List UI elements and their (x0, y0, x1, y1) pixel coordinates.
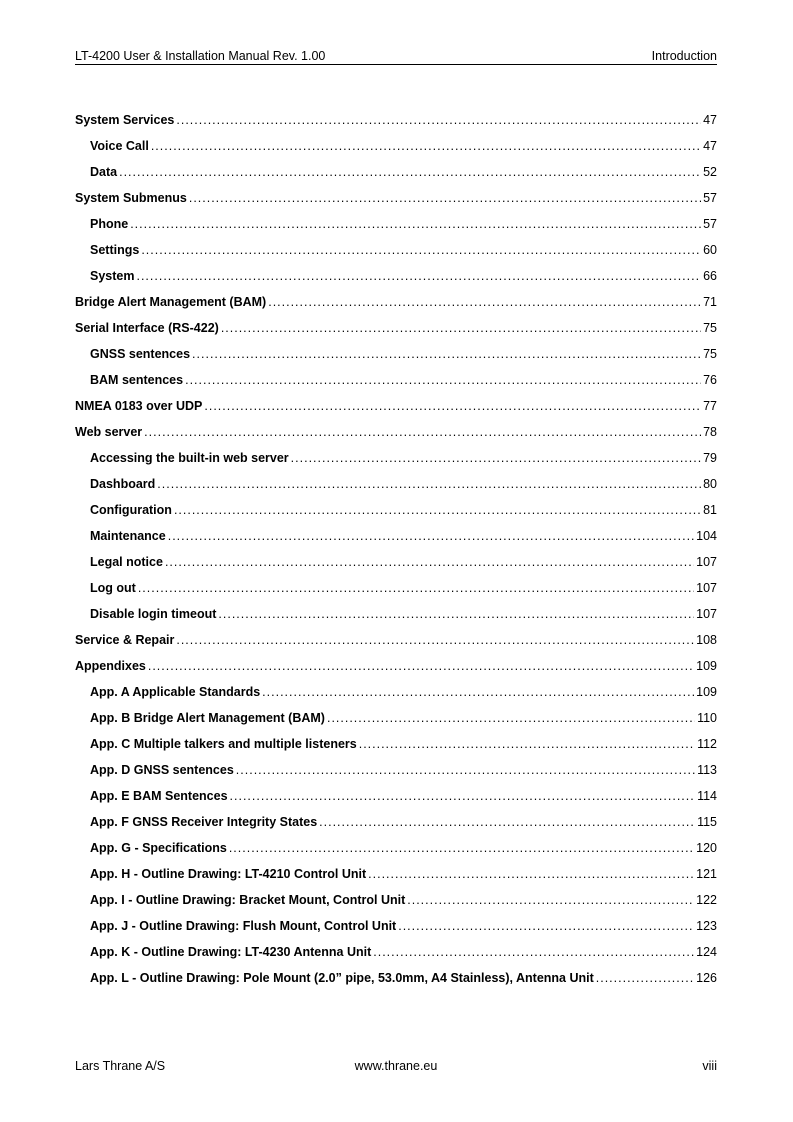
toc-entry-title: Dashboard (90, 477, 156, 491)
toc-entry-page-number: 122 (696, 893, 717, 907)
dot-leader (229, 841, 694, 855)
toc-entry-page-number: 79 (703, 451, 717, 465)
dot-leader (168, 529, 694, 543)
dot-leader (189, 191, 701, 205)
dot-leader (174, 503, 701, 517)
dot-leader (141, 243, 701, 257)
dot-leader (119, 165, 701, 179)
dot-leader (204, 399, 701, 413)
toc-entry-page-number: 78 (703, 425, 717, 439)
toc-entry-title: Voice Call (90, 139, 149, 153)
toc-entry-page-number: 80 (703, 477, 717, 491)
toc-entry[interactable] (75, 945, 717, 971)
toc-entry[interactable] (75, 867, 717, 893)
toc-entry-title: Log out (90, 581, 136, 595)
toc-entry[interactable] (75, 581, 717, 607)
dot-leader (165, 555, 694, 569)
toc-entry[interactable] (75, 789, 717, 815)
toc-entry-title: System (90, 269, 135, 283)
toc-entry-page-number: 115 (697, 815, 717, 829)
toc-entry-page-number: 120 (696, 841, 717, 855)
toc-entry-page-number: 112 (697, 737, 717, 751)
dot-leader (230, 789, 696, 803)
toc-entry-page-number: 66 (703, 269, 717, 283)
toc-entry[interactable] (75, 555, 717, 581)
page-header (75, 48, 717, 65)
toc-entry[interactable] (75, 373, 717, 399)
toc-entry-title: App. B Bridge Alert Management (BAM) (90, 711, 325, 725)
toc-entry-page-number: 75 (703, 347, 717, 361)
toc-entry-title: Bridge Alert Management (BAM) (75, 295, 267, 309)
toc-entry-page-number: 126 (696, 971, 717, 985)
toc-entry-page-number: 52 (703, 165, 717, 179)
toc-entry-title: System Submenus (75, 191, 187, 205)
toc-entry-title: Maintenance (90, 529, 166, 543)
toc-entry[interactable] (75, 295, 717, 321)
toc-entry-title: Serial Interface (RS-422) (75, 321, 219, 335)
toc-entry-title: Accessing the built-in web server (90, 451, 289, 465)
toc-entry-page-number: 71 (703, 295, 717, 309)
toc-entry-title: App. F GNSS Receiver Integrity States (90, 815, 318, 829)
dot-leader (319, 815, 695, 829)
header-document-title: LT-4200 User & Installation Manual Rev. 1.00 (75, 49, 326, 63)
toc-entry-page-number: 47 (703, 113, 717, 127)
toc-entry-page-number: 76 (703, 373, 717, 387)
toc-entry-page-number: 113 (697, 763, 717, 777)
dot-leader (148, 659, 694, 673)
toc-entry-page-number: 47 (703, 139, 717, 153)
toc-entry[interactable] (75, 685, 717, 711)
toc-entry-page-number: 60 (703, 243, 717, 257)
toc-entry-page-number: 124 (696, 945, 717, 959)
page-footer (75, 1058, 717, 1074)
dot-leader (192, 347, 701, 361)
toc-entry-page-number: 104 (696, 529, 717, 543)
toc-entry-title: App. A Applicable Standards (90, 685, 261, 699)
toc-entry[interactable] (75, 477, 717, 503)
toc-entry[interactable] (75, 347, 717, 373)
toc-entry-page-number: 107 (696, 581, 717, 595)
toc-entry[interactable] (75, 711, 717, 737)
toc-entry[interactable] (75, 451, 717, 477)
toc-entry[interactable] (75, 529, 717, 555)
dot-leader (218, 607, 694, 621)
toc-entry-title: App. H - Outline Drawing: LT-4210 Control Unit (90, 867, 367, 881)
toc-entry-title: Data (90, 165, 118, 179)
toc-entry-title: Web server (75, 425, 143, 439)
dot-leader (359, 737, 695, 751)
dot-leader (262, 685, 694, 699)
toc-entry-title: Legal notice (90, 555, 163, 569)
toc-entry-title: GNSS sentences (90, 347, 191, 361)
toc-entry-title: Appendixes (75, 659, 146, 673)
dot-leader (130, 217, 701, 231)
toc-entry[interactable] (75, 217, 717, 243)
toc-entry[interactable] (75, 425, 717, 451)
toc-entry-page-number: 81 (703, 503, 717, 517)
footer-page-number: viii (702, 1059, 717, 1073)
toc-entry[interactable] (75, 893, 717, 919)
dot-leader (151, 139, 701, 153)
dot-leader (236, 763, 695, 777)
dot-leader (144, 425, 701, 439)
toc-entry-title: Service & Repair (75, 633, 175, 647)
dot-leader (407, 893, 694, 907)
dot-leader (327, 711, 695, 725)
toc-entry[interactable] (75, 269, 717, 295)
toc-entry-title: Phone (90, 217, 129, 231)
dot-leader (596, 971, 694, 985)
header-section-title: Introduction (651, 49, 717, 63)
toc-entry-page-number: 77 (703, 399, 717, 413)
toc-entry[interactable] (75, 633, 717, 659)
toc-entry[interactable] (75, 659, 717, 685)
toc-entry-page-number: 114 (697, 789, 717, 803)
toc-entry-title: Disable login timeout (90, 607, 217, 621)
toc-entry[interactable] (75, 737, 717, 763)
dot-leader (368, 867, 694, 881)
dot-leader (268, 295, 701, 309)
toc-entry-title: App. C Multiple talkers and multiple listeners (90, 737, 357, 751)
dot-leader (176, 633, 694, 647)
toc-entry[interactable] (75, 503, 717, 529)
dot-leader (398, 919, 694, 933)
toc-entry-title: App. G - Specifications (90, 841, 227, 855)
toc-entry[interactable] (75, 399, 717, 425)
toc-entry-page-number: 107 (696, 607, 717, 621)
dot-leader (138, 581, 694, 595)
toc-entry-title: Settings (90, 243, 140, 257)
toc-entry-page-number: 121 (696, 867, 717, 881)
toc-entry[interactable] (75, 971, 717, 997)
dot-leader (185, 373, 701, 387)
dot-leader (176, 113, 701, 127)
toc-entry[interactable] (75, 607, 717, 633)
table-of-contents (75, 113, 717, 997)
toc-entry-title: App. L - Outline Drawing: Pole Mount (2.0” pipe, 53.0mm, A4 Stainless), Antenna Unit (90, 971, 594, 985)
toc-entry-title: App. J - Outline Drawing: Flush Mount, Control Unit (90, 919, 397, 933)
toc-entry-page-number: 110 (697, 711, 717, 725)
toc-entry-page-number: 108 (696, 633, 717, 647)
toc-entry[interactable] (75, 763, 717, 789)
toc-entry-title: App. E BAM Sentences (90, 789, 228, 803)
toc-entry-title: Configuration (90, 503, 172, 517)
toc-entry-title: App. D GNSS sentences (90, 763, 234, 777)
footer-website: www.thrane.eu (354, 1059, 438, 1073)
dot-leader (221, 321, 701, 335)
toc-entry-page-number: 123 (696, 919, 717, 933)
toc-entry[interactable] (75, 113, 717, 139)
toc-entry-page-number: 109 (696, 685, 717, 699)
toc-entry-page-number: 57 (703, 191, 717, 205)
toc-entry-title: System Services (75, 113, 175, 127)
toc-entry[interactable] (75, 191, 717, 217)
toc-entry-title: NMEA 0183 over UDP (75, 399, 203, 413)
toc-entry[interactable] (75, 815, 717, 841)
dot-leader (291, 451, 701, 465)
dot-leader (157, 477, 701, 491)
dot-leader (373, 945, 694, 959)
footer-company: Lars Thrane A/S (75, 1059, 166, 1073)
toc-entry[interactable] (75, 841, 717, 867)
toc-entry[interactable] (75, 139, 717, 165)
toc-entry-title: App. K - Outline Drawing: LT-4230 Antenna Unit (90, 945, 372, 959)
dot-leader (136, 269, 701, 283)
toc-entry[interactable] (75, 919, 717, 945)
toc-entry-page-number: 57 (703, 217, 717, 231)
toc-entry-page-number: 75 (703, 321, 717, 335)
toc-entry-page-number: 107 (696, 555, 717, 569)
toc-entry[interactable] (75, 243, 717, 269)
toc-entry-page-number: 109 (696, 659, 717, 673)
toc-entry-title: BAM sentences (90, 373, 184, 387)
toc-entry[interactable] (75, 165, 717, 191)
toc-entry[interactable] (75, 321, 717, 347)
toc-entry-title: App. I - Outline Drawing: Bracket Mount, Control Unit (90, 893, 406, 907)
